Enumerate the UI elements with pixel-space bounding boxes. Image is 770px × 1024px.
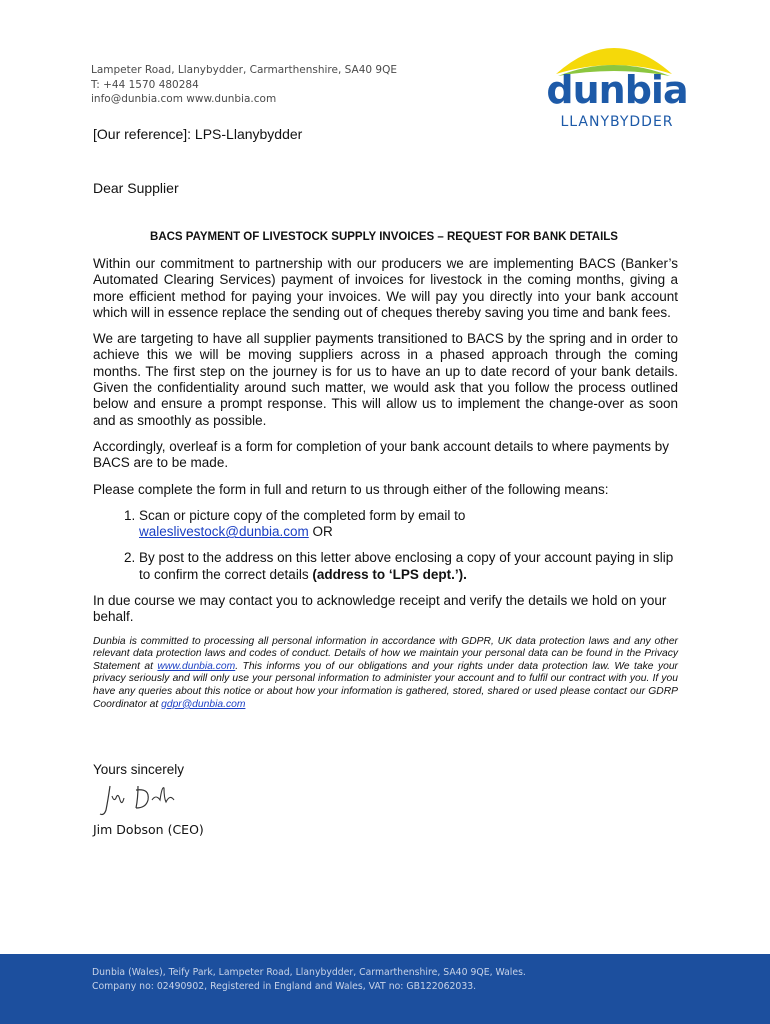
closing: Yours sincerely (93, 762, 185, 777)
gdpr-email-link[interactable]: gdpr@dunbia.com (161, 698, 246, 710)
item2-text: By post to the address on this letter above enclosing a copy of your account paying in slip to confirm the correct details (139, 550, 674, 582)
signature-image (98, 780, 178, 820)
footer-line-1: Dunbia (Wales), Teify Park, Lampeter Road, Llanybydder, Carmarthenshire, SA40 9QE, Wales. (92, 967, 526, 978)
footer-line-2: Company no: 02490902, Registered in England and Wales, VAT no: GB122062033. (92, 981, 477, 992)
letter-body (93, 256, 678, 721)
sender-address-block (91, 63, 397, 107)
signer-name: Jim Dobson (CEO) (93, 822, 204, 837)
logo-subtitle: LLANYBYDDER (560, 114, 674, 130)
privacy-text-1: Dunbia is committed to processing all personal information in accordance with GDPR, UK data protection laws and any other relevant data protection laws and codes of conduct. Details of how we maintain your personal data can be found in the Privacy Statement at (93, 635, 678, 672)
dunbia-logo (538, 38, 696, 134)
email-web-line: info@dunbia.com www.dunbia.com (91, 93, 277, 105)
paragraph-5: In due course we may contact you to acknowledge receipt and verify the details we hold on your behalf. (93, 593, 667, 625)
item1-text: Scan or picture copy of the completed form by email to (139, 507, 466, 523)
salutation: Dear Supplier (93, 180, 179, 196)
item1-suffix: OR (308, 524, 333, 540)
paragraph-1: Within our commitment to partnership with our producers we are implementing BACS (Banker’s Automated Clearing Services) payment of invoices for livestock in the coming months, giving a more efficient method for paying your invoices. We will pay you directly into your bank account which will in essence replace the sending out of cheques thereby saving you time and bank fees. (93, 256, 678, 320)
paragraph-4: Please complete the form in full and return to us through either of the following means: (93, 481, 609, 497)
reference-line: [Our reference]: LPS-Llanybydder (93, 126, 303, 142)
address-line: Lampeter Road, Llanybydder, Carmarthenshire, SA40 9QE (91, 64, 397, 76)
item2-bold-text: (address to ‘LPS dept.’). (312, 566, 467, 582)
footer-bar (0, 954, 770, 1024)
email-link[interactable]: waleslivestock@dunbia.com (139, 524, 309, 540)
phone-line: T: +44 1570 480284 (91, 78, 199, 91)
paragraph-3: Accordingly, overleaf is a form for completion of your bank account details to where payments by BACS are to be made. (93, 438, 670, 471)
paragraph-2: We are targeting to have all supplier payments transitioned to BACS by the spring and in order to achieve this we will be moving suppliers across in a phased approach through the coming months. The first step on the journey is for us to have an up to date record of your bank details. Given the confidentiality around such matter, we would ask that you follow the process outlined below and ensure a prompt response. This will allow us to implement the change-over as soon and as smoothly as possible. (93, 331, 678, 428)
logo-wordmark: dunbia (546, 68, 688, 112)
list-item (139, 508, 678, 541)
footer-text (92, 966, 526, 994)
list-item (139, 550, 678, 583)
return-means-list (93, 508, 678, 583)
privacy-website-link[interactable]: www.dunbia.com (157, 660, 236, 672)
privacy-text-2: . This informs you of our obligations and your rights under data protection law. We take your privacy seriously and will only use your personal information to administer your account and to fulfil our contract with you. If you have any queries about this notice or about how your information is gathered, stored, shared or used please contact our GDRP Coordinator at (93, 660, 678, 710)
letter-subject: BACS PAYMENT OF LIVESTOCK SUPPLY INVOICES – REQUEST FOR BANK DETAILS (150, 231, 618, 243)
privacy-notice (93, 636, 678, 712)
